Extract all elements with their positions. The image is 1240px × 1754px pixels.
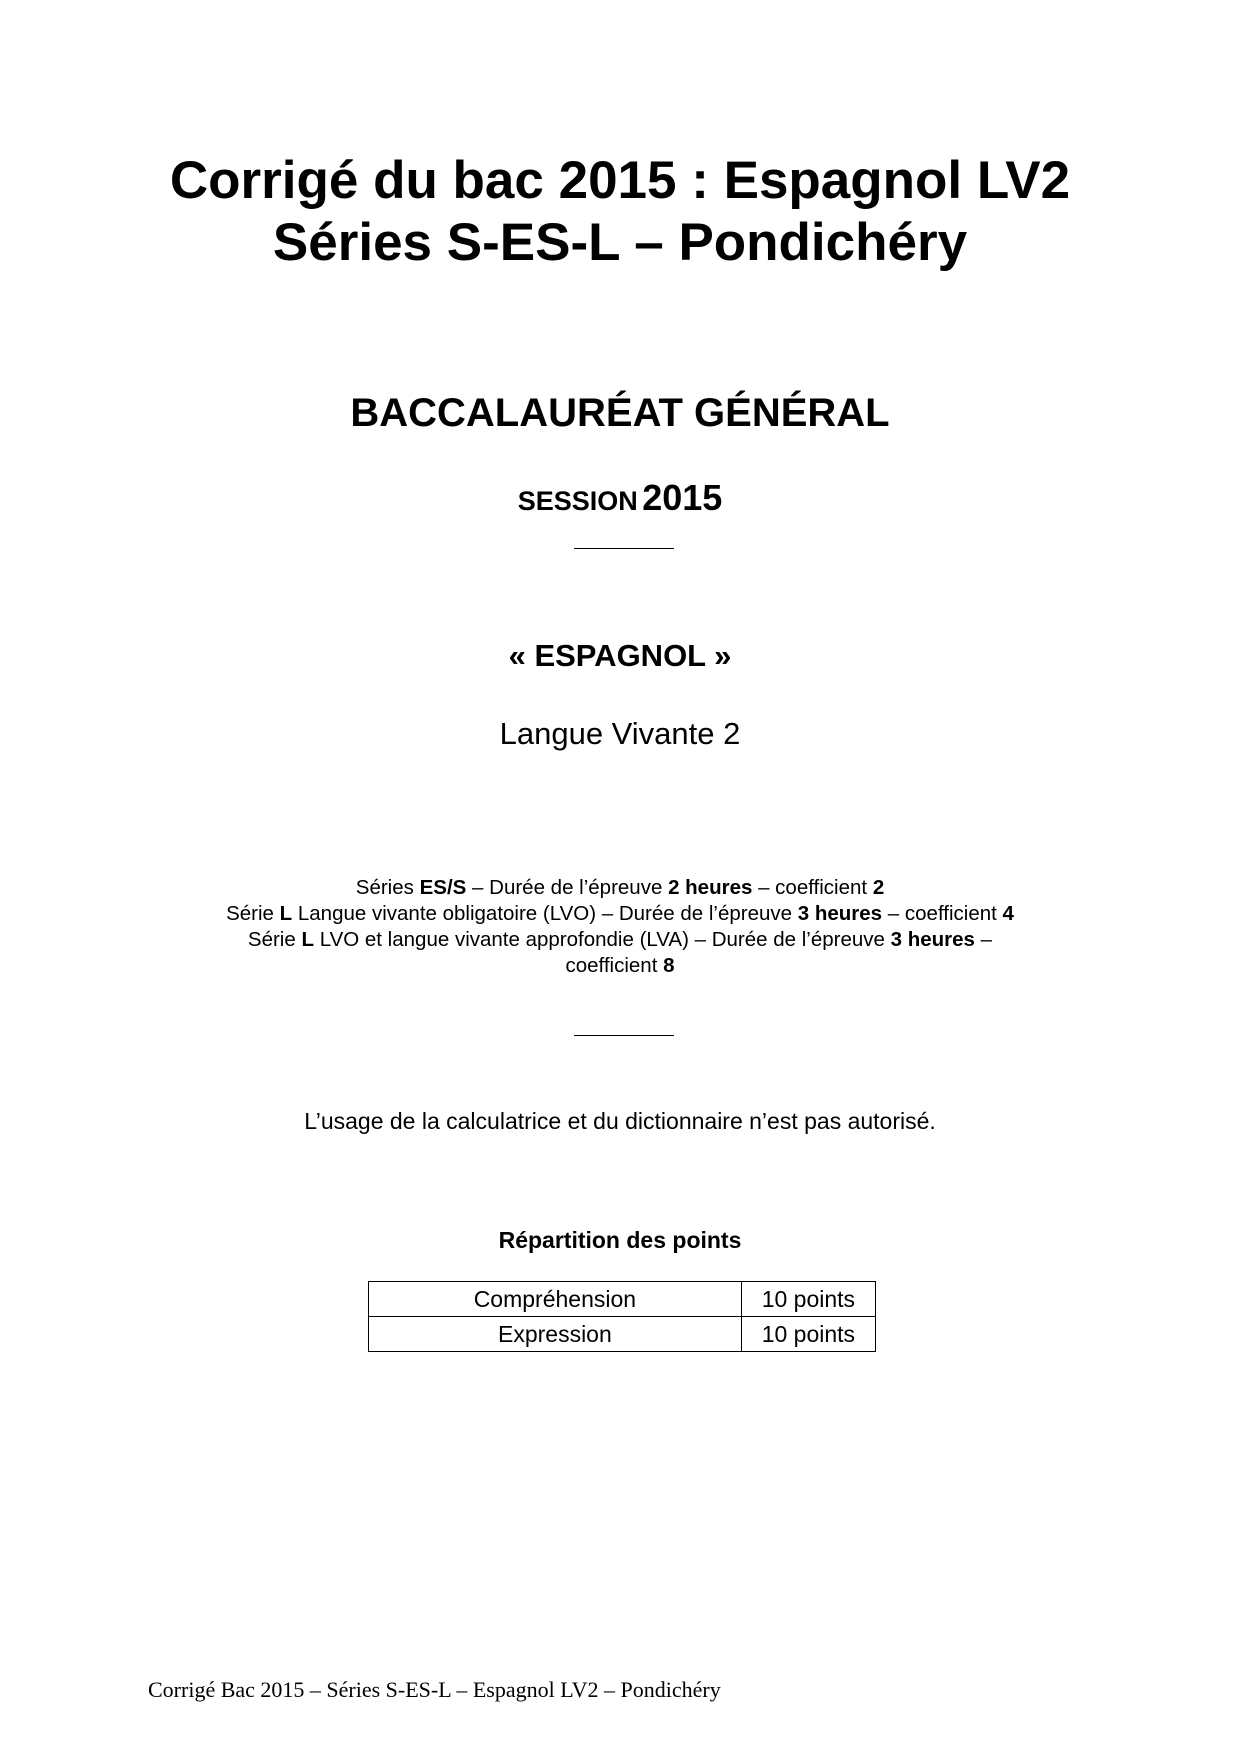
points-title: Répartition des points: [498, 1227, 742, 1253]
language-level: Langue Vivante 2: [499, 716, 741, 751]
title-line-1: Corrigé du bac 2015 : Espagnol LV2: [169, 151, 1071, 210]
separator-rule: [574, 548, 674, 549]
points-label: Expression: [369, 1317, 742, 1352]
separator-rule: [574, 1035, 674, 1036]
session-word: SESSION: [517, 486, 638, 516]
usage-note: L’usage de la calculatrice et du dictionnaire n’est pas autorisé.: [304, 1108, 936, 1134]
series-line-coefficient: coefficient 8: [565, 954, 675, 977]
document-title: [0, 150, 1240, 274]
exam-heading: BACCALAURÉAT GÉNÉRAL: [350, 391, 890, 435]
title-line-2: Séries S-ES-L – Pondichéry: [272, 213, 968, 272]
table-row: [369, 1282, 876, 1317]
points-value: 10 points: [741, 1317, 875, 1352]
points-label: Compréhension: [369, 1282, 742, 1317]
subject-title: « ESPAGNOL »: [508, 638, 732, 673]
series-info: [0, 875, 1240, 979]
series-line-es-s: Séries ES/S – Durée de l’épreuve 2 heures – coefficient 2: [355, 876, 885, 899]
series-line-l-lva: Série L LVO et langue vivante approfondie (LVA) – Durée de l’épreuve 3 heures –: [247, 928, 993, 951]
page-footer: Corrigé Bac 2015 – Séries S-ES-L – Espagnol LV2 – Pondichéry: [148, 1677, 721, 1702]
series-line-l-lvo: Série L Langue vivante obligatoire (LVO) – Durée de l’épreuve 3 heures – coefficient 4: [226, 902, 1014, 925]
table-row: [369, 1317, 876, 1352]
points-table: [368, 1281, 876, 1352]
points-value: 10 points: [741, 1282, 875, 1317]
session-year: 2015: [642, 477, 723, 518]
session-line: [0, 476, 1240, 528]
